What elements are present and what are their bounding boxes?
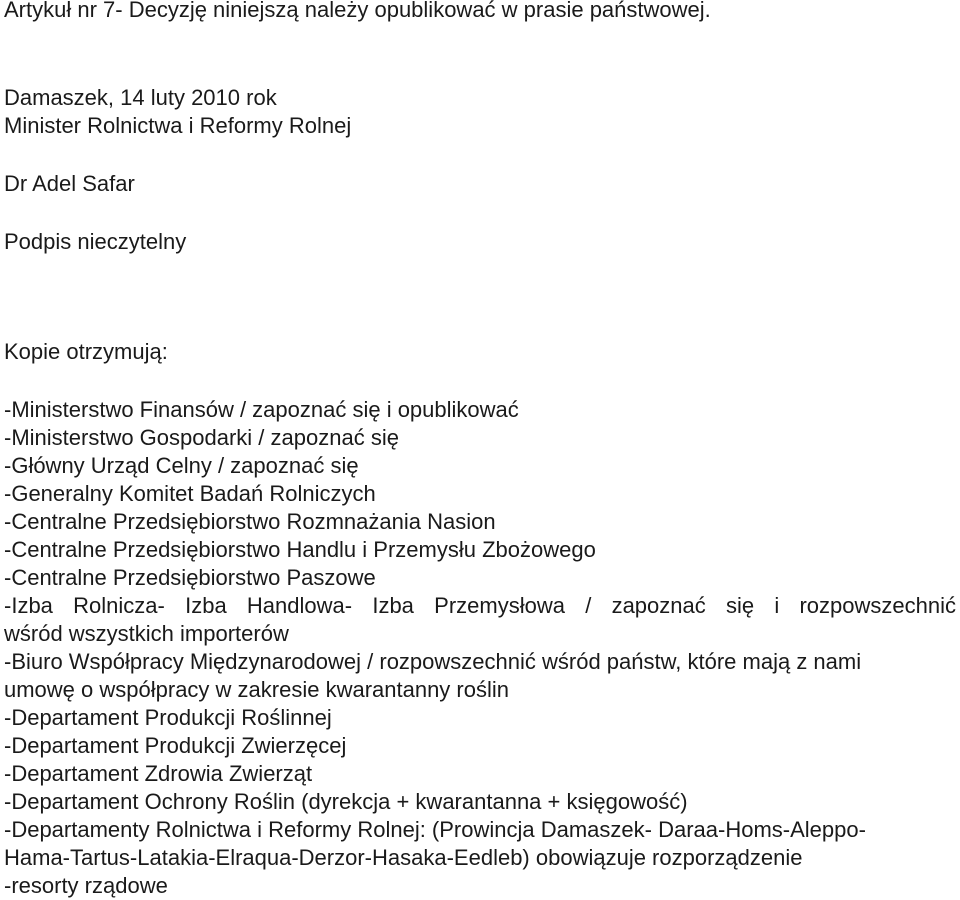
recipient-item-continuation: wśród wszystkich importerów bbox=[4, 621, 289, 646]
minister-title: Minister Rolnictwa i Reformy Rolnej bbox=[4, 113, 352, 138]
minister-name: Dr Adel Safar bbox=[4, 171, 135, 196]
place-date: Damaszek, 14 luty 2010 rok bbox=[4, 85, 277, 110]
word: się bbox=[725, 593, 755, 618]
recipient-item: -resorty rządowe bbox=[4, 873, 168, 898]
word: Przemysłowa bbox=[434, 593, 565, 618]
word: / bbox=[585, 593, 592, 618]
word: Rolnicza- bbox=[73, 593, 165, 618]
recipient-item: -Departamenty Rolnictwa i Reformy Rolnej: (Prowincja Damaszek- Daraa-Homs-Aleppo- bbox=[4, 817, 866, 842]
recipient-item: -Centralne Przedsiębiorstwo Paszowe bbox=[4, 565, 376, 590]
word: zapoznać bbox=[611, 593, 706, 618]
recipient-item: -Centralne Przedsiębiorstwo Rozmnażania Nasion bbox=[4, 509, 496, 534]
recipient-item-continuation: umowę o współpracy w zakresie kwarantanny roślin bbox=[4, 677, 509, 702]
recipient-item: -Departament Ochrony Roślin (dyrekcja + kwarantanna + księgowość) bbox=[4, 789, 688, 814]
recipient-item: -Ministerstwo Finansów / zapoznać się i opublikować bbox=[4, 397, 519, 422]
document-page bbox=[4, 0, 956, 900]
recipient-item: -Departament Zdrowia Zwierząt bbox=[4, 761, 313, 786]
recipients-list bbox=[4, 396, 956, 900]
word: Izba bbox=[185, 593, 227, 618]
word: rozpowszechnić bbox=[799, 593, 956, 618]
recipient-item: -Generalny Komitet Badań Rolniczych bbox=[4, 481, 376, 506]
copies-heading: Kopie otrzymują: bbox=[4, 339, 168, 364]
word: Handlowa- bbox=[246, 593, 353, 618]
word: Izba bbox=[372, 593, 414, 618]
recipient-item: -Centralne Przedsiębiorstwo Handlu i Przemysłu Zbożowego bbox=[4, 537, 596, 562]
recipient-item-justified bbox=[4, 592, 956, 620]
recipient-item-continuation: Hama-Tartus-Latakia-Elraqua-Derzor-Hasaka-Eedleb) obowiązuje rozporządzenie bbox=[4, 845, 803, 870]
recipient-item: -Departament Produkcji Roślinnej bbox=[4, 705, 332, 730]
signature-note: Podpis nieczytelny bbox=[4, 229, 187, 254]
recipient-item: -Ministerstwo Gospodarki / zapoznać się bbox=[4, 425, 399, 450]
recipient-item: -Departament Produkcji Zwierzęcej bbox=[4, 733, 347, 758]
recipient-item: -Biuro Współpracy Międzynarodowej / rozpowszechnić wśród państw, które mają z nami bbox=[4, 649, 862, 674]
article-line: Artykuł nr 7- Decyzję niniejszą należy opublikować w prasie państwowej. bbox=[4, 0, 711, 22]
recipient-item: -Główny Urząd Celny / zapoznać się bbox=[4, 453, 359, 478]
word: -Izba bbox=[4, 593, 53, 618]
word: i bbox=[774, 593, 780, 618]
